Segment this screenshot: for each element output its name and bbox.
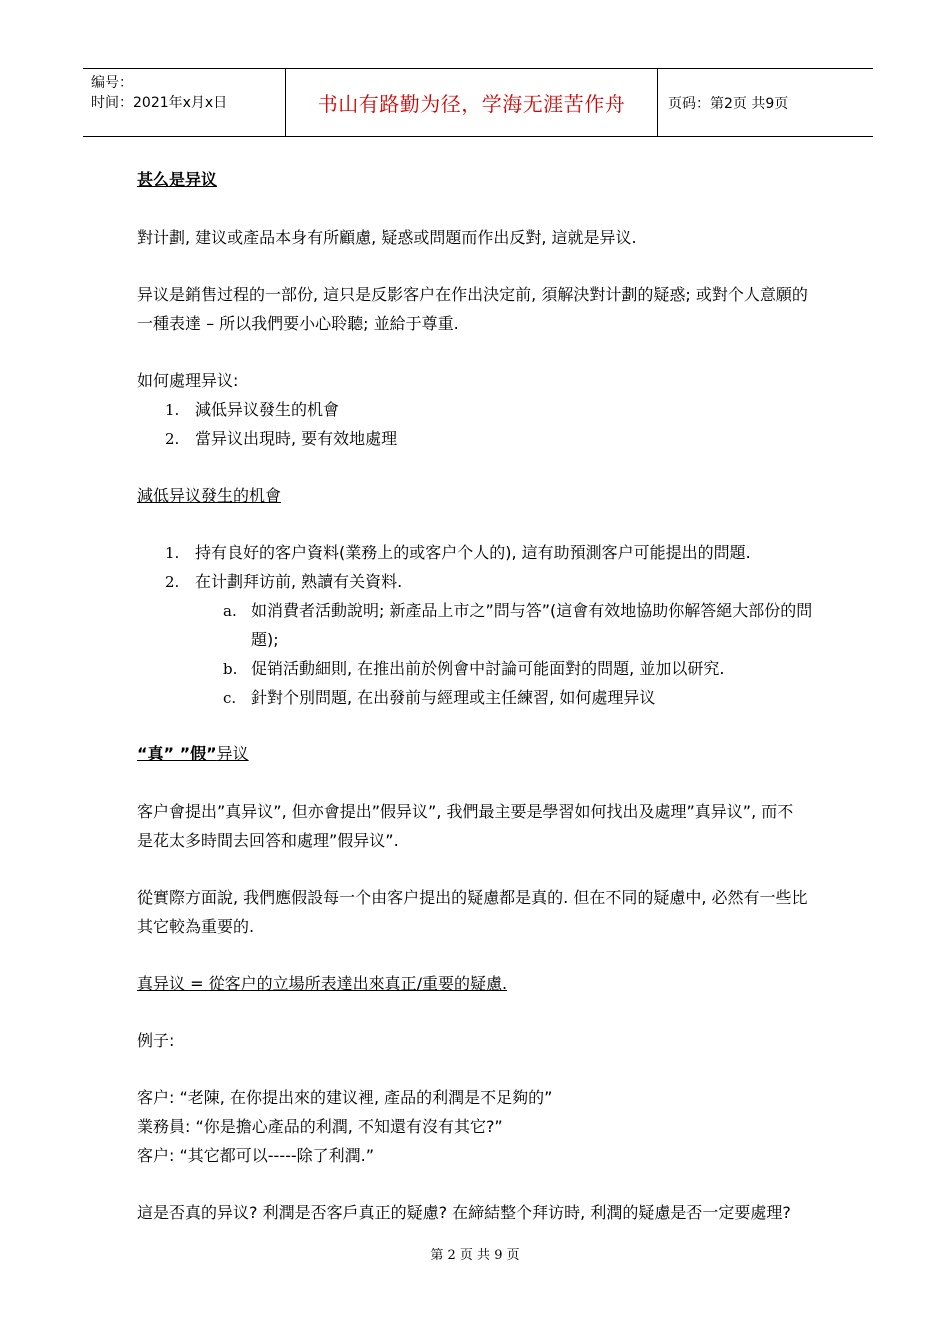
list-text: 減低异议發生的机會 [195, 400, 340, 419]
section-title-quoted: “真” ”假” [137, 744, 217, 763]
document-time-label: 时间：2021年x月x日 [91, 95, 228, 111]
dialogue-line: 客户: “其它都可以-----除了利潤.” [137, 1146, 375, 1165]
sub-list-item-continuation: 題); [251, 630, 279, 649]
list-text: 如消費者活動說明; 新產品上市之”問与答”(這會有效地協助你解答絕大部份的問 [251, 601, 813, 620]
section-title-suffix: 异议 [216, 744, 249, 763]
list-number: 1. [165, 401, 180, 419]
header-meta [83, 69, 286, 136]
how-to-handle-intro: 如何處理异议: [137, 371, 239, 390]
list-text: 針對个別問題, 在出發前与經理或主任練習, 如何處理异议 [251, 688, 656, 707]
paragraph-true-false-line2: 是花太多時間去回答和處理”假异议”. [137, 831, 399, 850]
page-header [83, 68, 873, 137]
section-title-objection: 甚么是异议 [137, 170, 218, 189]
paragraph-sales-process-line1: 异议是銷售过程的一部份, 這只是反影客户在作出決定前, 須解決對计劃的疑惑; 或對个人意願的 [137, 285, 808, 304]
list-number: 2. [165, 430, 180, 448]
list-text: 當异议出現時, 要有效地處理 [195, 429, 398, 448]
paragraph-assume-line2: 其它較為重要的. [137, 917, 255, 936]
dialogue-line: 業務員: “你是擔心產品的利潤, 不知還有沒有其它?” [137, 1117, 503, 1136]
dialogue-line: 客户: “老陳, 在你提出來的建议裡, 產品的利潤是不足夠的” [137, 1088, 553, 1107]
paragraph-sales-process-line2: 一種表達 – 所以我們要小心聆聽; 並給于尊重. [137, 314, 459, 333]
list-number: 1. [165, 544, 180, 562]
example-label: 例子: [137, 1031, 175, 1050]
paragraph-definition: 對计劃, 建议或產品本身有所顧慮, 疑惑或問題而作出反對, 這就是异议. [137, 228, 637, 247]
page-footer: 第 2 页 共 9 页 [430, 1248, 520, 1263]
list-letter: c. [223, 689, 237, 707]
list-text: 持有良好的客户資料(業務上的或客户个人的), 這有助預測客户可能提出的問題. [195, 543, 751, 562]
list-number: 2. [165, 573, 180, 591]
definition-true-objection: 真异议 = 從客户的立場所表達出來真正/重要的疑慮. [137, 974, 508, 993]
paragraph-assume-line1: 從實際方面說, 我們應假設每一个由客户提出的疑慮都是真的. 但在不同的疑慮中, 必然有一些比 [137, 888, 808, 907]
list-text: 促销活動細則, 在推出前於例會中討論可能面對的問題, 並加以研究. [251, 659, 725, 678]
list-text: 在计劃拜访前, 熟讀有关資料. [195, 572, 403, 591]
paragraph-question: 這是否真的异议? 利潤是否客戶真正的疑慮? 在締結整个拜访時, 利潤的疑慮是否一定要處理? [137, 1203, 791, 1222]
list-letter: a. [223, 602, 237, 620]
header-page-code: 页码：第2页 共9页 [668, 95, 789, 112]
document-number-label: 编号： [91, 75, 133, 91]
paragraph-true-false-line1: 客户會提出”真异议”, 但亦會提出”假异议”, 我們最主要是學習如何找出及處理”真异议”, 而不 [137, 802, 794, 821]
section-title-reduce: 減低异议發生的机會 [137, 486, 282, 505]
section-title-true-false [137, 740, 249, 768]
header-motto: 书山有路勤为径，学海无涯苦作舟 [286, 69, 658, 136]
list-letter: b. [223, 660, 238, 678]
